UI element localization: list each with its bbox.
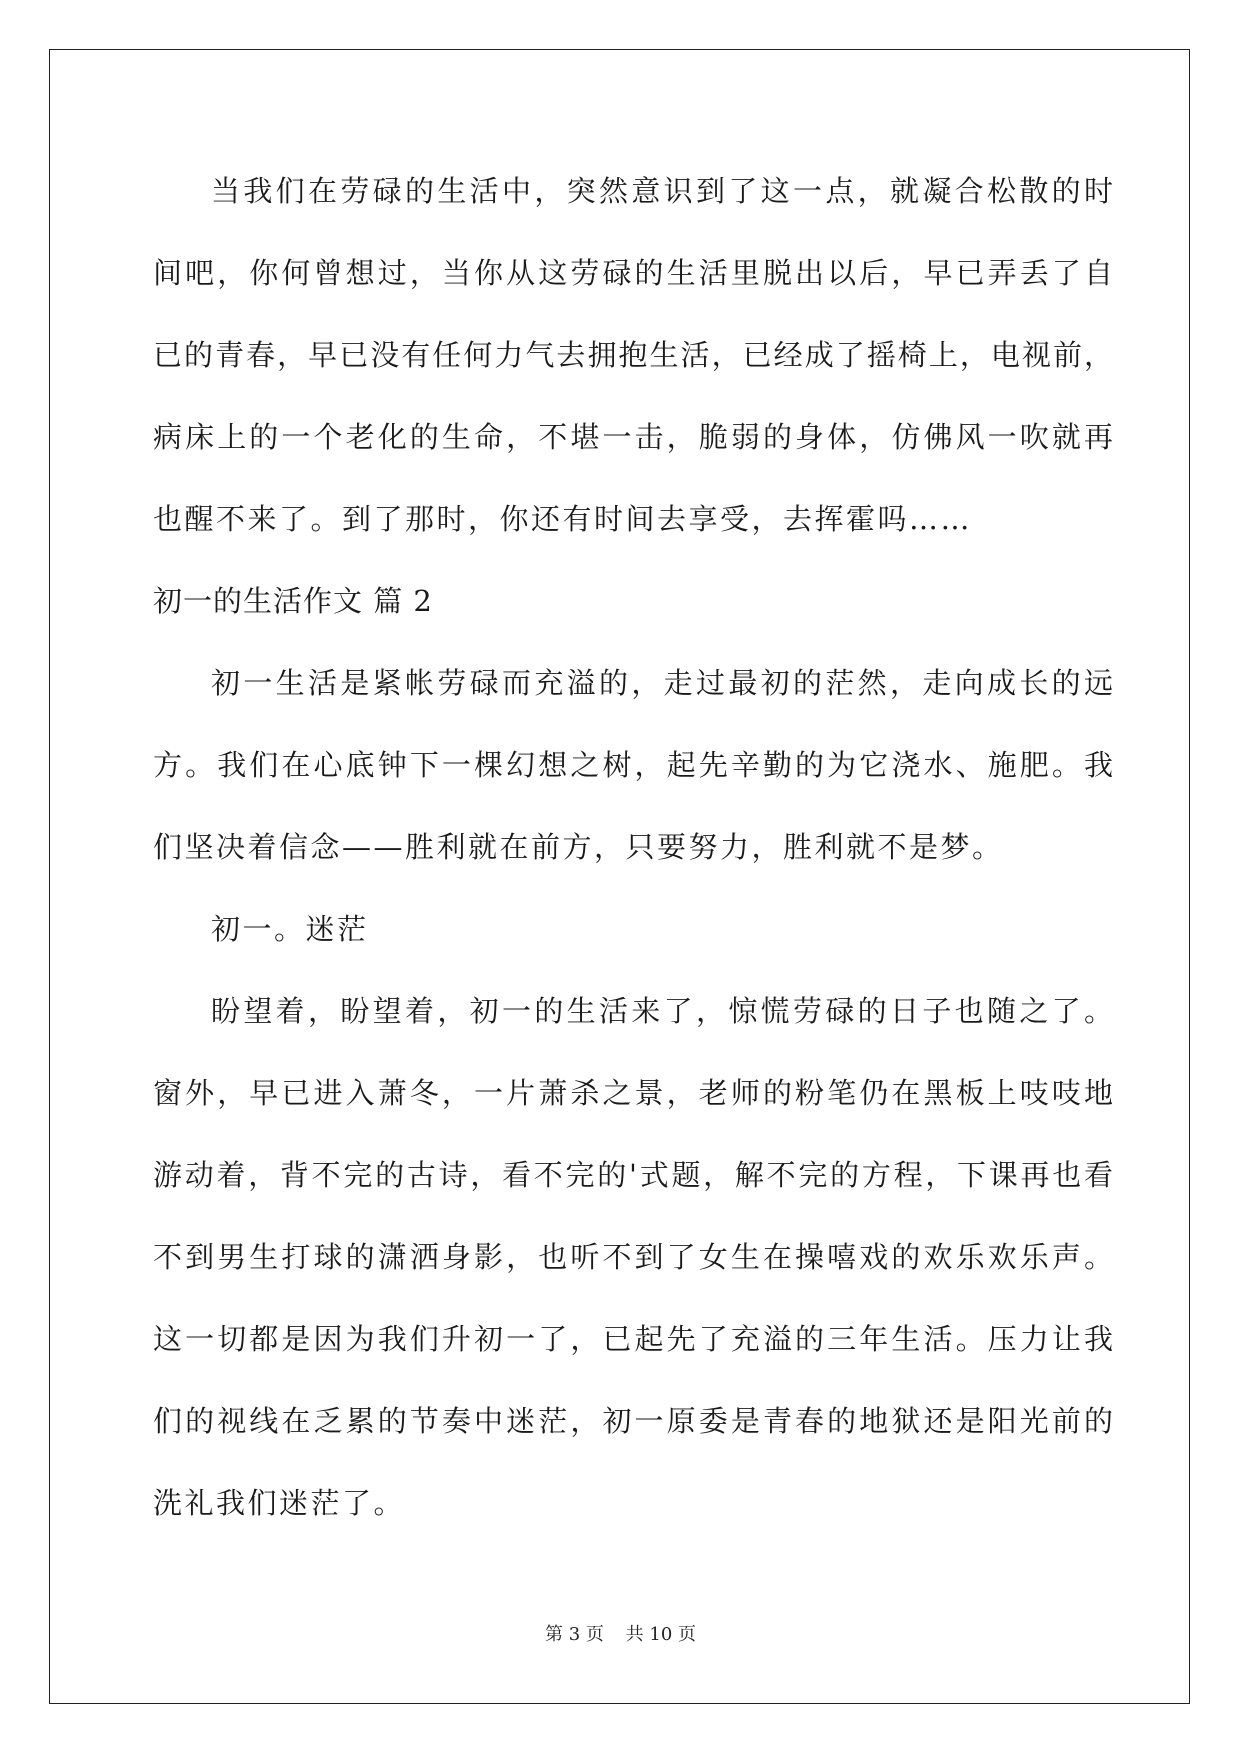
- document-body: [153, 150, 1113, 1544]
- paragraph-line: 游动着，背不完的古诗，看不完的'式题，解不完的方程，下课再也看: [153, 1158, 1113, 1192]
- paragraph-line: 初一生活是紧帐劳碌而充溢的，走过最初的茫然，走向成长的远: [211, 666, 1113, 700]
- paragraph-line: 也醒不来了。到了那时，你还有时间去享受，去挥霍吗……: [153, 502, 973, 536]
- paragraph-line: 病床上的一个老化的生命，不堪一击，脆弱的身体，仿佛风一吹就再: [153, 420, 1113, 454]
- section-heading: 初一的生活作文 篇 2: [153, 584, 433, 618]
- paragraph-line: 已的青春，早已没有任何力气去拥抱生活，已经成了摇椅上，电视前，: [153, 338, 1113, 372]
- page-number-total: 共 10 页: [625, 1624, 696, 1645]
- subheading-line: 初一。迷茫: [211, 912, 369, 946]
- paragraph-line: 窗外，早已进入萧冬，一片萧杀之景，老师的粉笔仍在黑板上吱吱地: [153, 1076, 1113, 1110]
- paragraph-line: 洗礼我们迷茫了。: [153, 1486, 406, 1520]
- paragraph-line: 间吧，你何曾想过，当你从这劳碌的生活里脱出以后，早已弄丢了自: [153, 256, 1113, 290]
- page-number-current: 第 3 页: [545, 1624, 604, 1645]
- paragraph-line: 不到男生打球的潇洒身影，也听不到了女生在操嘻戏的欢乐欢乐声。: [153, 1240, 1113, 1274]
- paragraph-line: 盼望着，盼望着，初一的生活来了，惊慌劳碌的日子也随之了。: [211, 994, 1113, 1028]
- paragraph-line: 当我们在劳碌的生活中，突然意识到了这一点，就凝合松散的时: [211, 174, 1113, 208]
- paragraph-line: 们坚决着信念——胜利就在前方，只要努力，胜利就不是梦。: [153, 830, 1004, 864]
- paragraph-line: 方。我们在心底钟下一棵幻想之树，起先辛勤的为它浇水、施肥。我: [153, 748, 1113, 782]
- page-footer: [0, 1620, 1241, 1646]
- paragraph-line: 这一切都是因为我们升初一了，已起先了充溢的三年生活。压力让我: [153, 1322, 1113, 1356]
- paragraph-line: 们的视线在乏累的节奏中迷茫，初一原委是青春的地狱还是阳光前的: [153, 1404, 1113, 1438]
